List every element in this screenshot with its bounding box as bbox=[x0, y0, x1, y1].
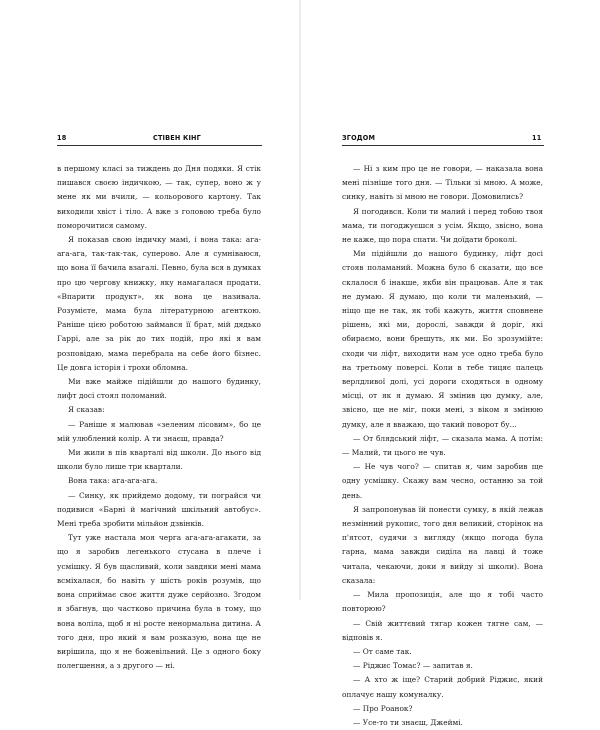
paragraph: — А хто ж іще? Старий добрий Ріджис, який оплачує нашу комуналку. bbox=[342, 675, 543, 699]
paragraph: Я погодився. Коли ти малий і перед тобою твоя мама, ти погоджуєшся з усім. Якщо, звісно, вона не каже, що пора спати. Чи доїдати броколі. bbox=[342, 206, 543, 245]
paragraph: Ми жили в пів кварталі від школи. До нього від школи було лише три квартали. bbox=[57, 448, 261, 472]
left-page bbox=[0, 0, 300, 671]
paragraph: в першому класі за тиждень до Дня подяки. Я стік пишався своєю індичкою, — так, супер, воно ж у мене як ми вчили, — кольорового картону. Так виходили хвіст і тіло. А вже з головою треба було поморочитися самому. bbox=[57, 164, 261, 230]
running-title-book: ЗГОДОМ bbox=[342, 133, 376, 142]
paragraph: Я сказав: bbox=[68, 405, 105, 415]
paragraph: Я запропонував їй понести сумку, в якій лежав незмінний рукопис, того дня великий, сторінок на п'ятсот, судячи з вигляду (якщо погода була гарна, мама завжди сиділа на лавці й тоже читала, чекаючи, доки я вийду зі школи). Вона сказала: bbox=[342, 504, 543, 585]
header-rule bbox=[57, 145, 262, 146]
paragraph: Я показав свою індичку мамі, і вона така: ага-ага-ага, так-так-так, суперово. Але я сумніваюся, що вона її бачила взагалі. Певно, була вся в думках про цю чергову книжку, яку намагалася продати. «Впарити продукт», як вона це називала. Розумієте, мама була літературною агенткою. Раніше цією роботою займався її брат, мій дядько Гаррі, але за рік до тих подій, про які я вам розповідаю, мама перебрала на себе його бізнес. Це довга історія і трохи обломна. bbox=[57, 235, 261, 372]
paragraph: — Не чув чого? — спитав я, чим заробив ще одну усмішку. Скажу вам чесно, останню за той день. bbox=[342, 462, 543, 500]
paragraph: Вона така: ага-ага-ага. bbox=[68, 476, 158, 486]
paragraph: — Мила пропозиція, але що я тобі часто повторюю? bbox=[342, 590, 543, 614]
paragraph: — Синку, як прийдемо додому, ти пограйся чи подивися «Барні й магічний шкільний автобус». Мені треба зробити мільйон дзвінків. bbox=[57, 490, 261, 529]
header-rule bbox=[342, 145, 544, 146]
body-text bbox=[57, 162, 261, 673]
paragraph: — Ріджис Томас? — запитав я. bbox=[353, 661, 473, 671]
running-title-author: СТІВЕН КІНГ bbox=[153, 133, 201, 142]
paragraph: — Про Роанок? bbox=[353, 703, 413, 713]
paragraph: Ми вже майже підійшли до нашого будинку, лифт досі стоял поломаний. bbox=[57, 377, 261, 401]
paragraph: Тут уже настала моя черга ага-ага-агакати, за що я заробив легенького стусана в плече і усмішку. Я був щасливий, коли завдяки мені мама всміхалася, бо навіть у шість років розумів, що вона сприймає своє життя дуже серйозно. Згодом я збагнув, що частково причина була в тому, що вона воліла, щоб я ні росте ненормальна дитина. А того дня, про який я вам розказую, вона ще не вирішила, що я не божевільний. Це з одного боку полегшення, а з другого — ні. bbox=[57, 533, 261, 671]
page-number: 18 bbox=[57, 133, 67, 142]
paragraph: Ми підійшли до нашого будинку, ліфт досі стояв поламаний. Можна було б сказати, що все склалося б інакше, якби він працював. Але я так не думаю. Я думаю, що коли ти маленький, — ніщо ще не так, як тобі кажуть, життя сповнене рішень, які ми, дорослі, завжди й доріг, які обираємо, вони брешуть, як ми. Бо зрозумійте: сходи чи ліфт, виходити нам усе одно треба було на третьому поверсі. Коли в тебе тицяє палець верлдливої долі, усі дороги сходяться в одному місці, от як я думаю. Я змінив цю думку, але, звісно, ще не міг, поки мені, з віком я змінюю думку, але я вважаю, що такий поворот бу... bbox=[342, 249, 543, 429]
right-page bbox=[300, 0, 600, 727]
page-number: 11 bbox=[532, 133, 542, 142]
paragraph: — От саме так. bbox=[353, 646, 412, 656]
paragraph: — Раніше я малював «зеленим лісовим», бо це мій улюблений колір. А ти знаєш, правда? bbox=[57, 419, 261, 443]
body-text bbox=[342, 162, 543, 730]
paragraph: — Свій життєвий тягар кожен тягне сам, — відповів я. bbox=[342, 618, 543, 642]
paragraph: — От блядський ліфт, — сказала мама. А потім: — Малий, ти цього не чув. bbox=[342, 433, 543, 458]
paragraph: — Усе-то ти знаєш, Джеймі. bbox=[353, 717, 463, 727]
paragraph: — Ні з ким про це не говори, — наказала вона мені пізніше того дня. — Тільки зі мною. А може, синку, навіть зі мною не говори. Домовились? bbox=[342, 164, 543, 202]
